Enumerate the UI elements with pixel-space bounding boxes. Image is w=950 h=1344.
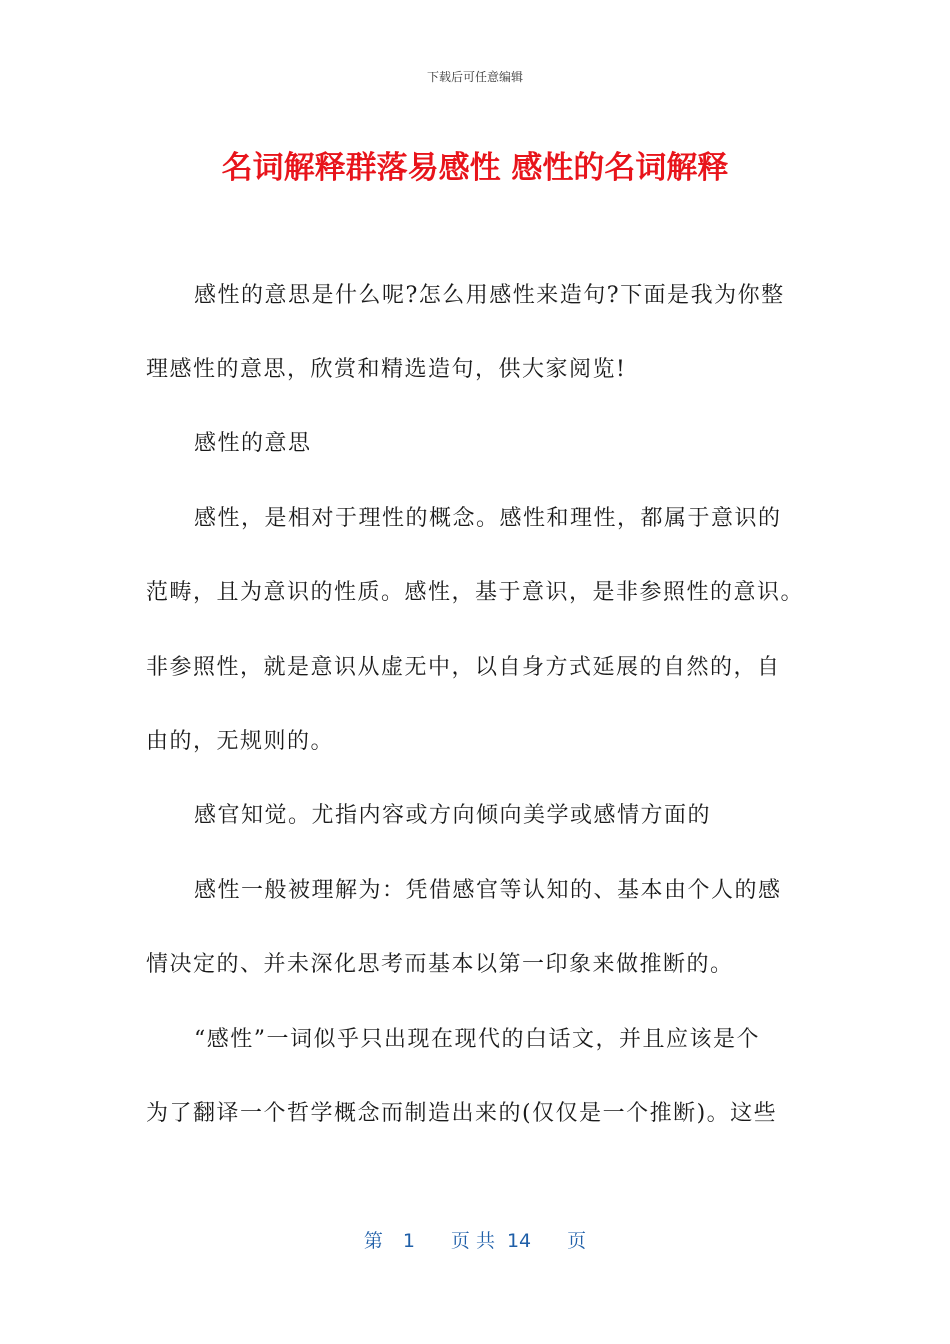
header-note: 下载后可任意编辑 <box>426 70 523 84</box>
paragraph-line: 感性一般被理解为：凭借感官等认知的、基本由个人的感 <box>194 878 782 903</box>
paragraph-line: 由的，无规则的。 <box>146 729 335 754</box>
paragraph-line: 感性的意思 <box>194 431 312 456</box>
document-title: 名词解释群落易感性 感性的名词解释 <box>221 150 729 186</box>
footer-suffix: 页 <box>567 1230 587 1252</box>
footer-page-number: 1 <box>402 1230 415 1252</box>
page-footer <box>0 1226 950 1253</box>
paragraph-line: 为了翻译一个哲学概念而制造出来的(仅仅是一个推断)。这些 <box>146 1101 778 1126</box>
footer-total-pages: 14 <box>506 1230 532 1252</box>
paragraph-line: 感性的意思是什么呢?怎么用感性来造句?下面是我为你整 <box>194 283 785 308</box>
paragraph-line: 非参照性，就是意识从虚无中，以自身方式延展的自然的，自 <box>146 655 781 680</box>
paragraph-line: 范畴，且为意识的性质。感性，基于意识，是非参照性的意识。 <box>146 580 805 605</box>
paragraph-line: 感官知觉。尤指内容或方向倾向美学或感情方面的 <box>194 803 712 828</box>
paragraph-line: 理感性的意思，欣赏和精选造句，供大家阅览! <box>146 357 627 382</box>
footer-prefix: 第 <box>363 1230 383 1252</box>
paragraph-line: “感性”一词似乎只出现在现代的白话文，并且应该是个 <box>194 1027 760 1052</box>
paragraph-line: 感性，是相对于理性的概念。感性和理性，都属于意识的 <box>194 506 782 531</box>
paragraph-line: 情决定的、并未深化思考而基本以第一印象来做推断的。 <box>146 952 734 977</box>
footer-mid: 页 共 <box>450 1230 495 1252</box>
